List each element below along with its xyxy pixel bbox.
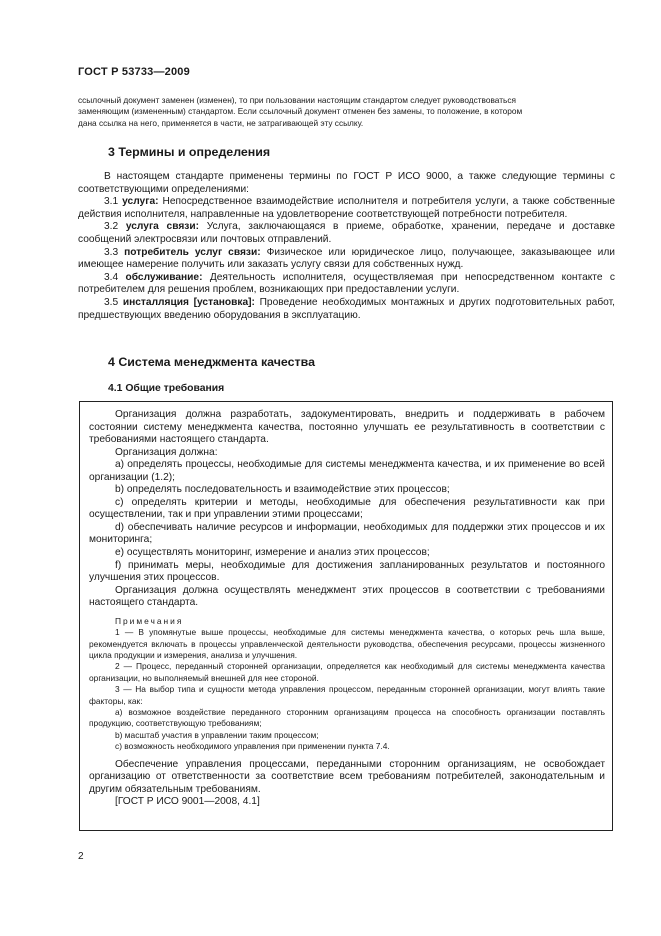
term-name: потребитель услуг связи: — [124, 246, 267, 258]
box-list-item: b) определять последовательность и взаимодействие этих процессов; — [115, 484, 450, 496]
intro-line: заменяющим (измененным) стандартом. Если ссылочный документ отменен без замены, то положение, в котором — [78, 106, 523, 117]
box-paragraph: Организация должна осуществлять менеджмент этих процессов в соответствии с требованиями настоящего стандарта. — [89, 584, 605, 609]
term-3-3 — [78, 247, 615, 272]
page-number: 2 — [78, 851, 84, 862]
box-list-item: e) осуществлять мониторинг, измерение и анализ этих процессов; — [115, 547, 430, 559]
intro-paragraph — [78, 95, 615, 129]
term-name: услуга: — [122, 196, 163, 208]
note-item: a) возможное воздействие переданного сторонним организациям процесса на способность организации поставлять продукцию, соответствующую требованиям; — [89, 707, 605, 729]
section-4-heading: 4 Система менеджмента качества — [108, 355, 315, 369]
term-name: обслуживание: — [125, 271, 210, 283]
box-list-item: d) обеспечивать наличие ресурсов и информации, необходимых для поддержки этих процессов и их мониторинга; — [89, 521, 605, 546]
reference: [ГОСТ Р ИСО 9001—2008, 4.1] — [115, 796, 260, 808]
term-name: инсталляция [установка]: — [122, 296, 260, 308]
term-number: 3.1 — [104, 196, 123, 208]
term-definition: Физическое или юридическое лицо, получающее, заказывающее или имеющее намерение получить или заказать услугу связи для собственных нужд. — [78, 246, 615, 271]
box-paragraph: Обеспечение управления процессами, переданными сторонним организациям, не освобождает организацию от ответственности за соответствие всем требованиям потребителей, законодательным и другим обязательным требованиям. — [89, 758, 605, 795]
note-item: b) масштаб участия в управлении таким процессом; — [115, 729, 319, 740]
box-list-item: a) определять процессы, необходимые для системы менеджмента качества, и их применение во всей организации (1.2); — [89, 459, 605, 483]
section-4-1-heading: 4.1 Общие требования — [108, 383, 225, 394]
term-definition: Услуга, заключающаяся в приеме, обработке, хранении, передаче и доставке сообщений электросвязи или почтовых отправлений. — [78, 221, 615, 245]
term-name: услуга связи: — [125, 221, 207, 233]
box-paragraph: Организация должна разработать, задокументировать, внедрить и поддерживать в рабочем состоянии систему менеджмента качества, постоянно улучшать ее результативность в соответствии с требованиями настоящего стандарта. — [89, 409, 605, 446]
note-item: c) возможность необходимого управления при применении пункта 7.4. — [115, 741, 390, 752]
term-3-5 — [78, 297, 615, 322]
term-definition: Непосредственное взаимодействие исполнителя и потребителя услуги, а также собственные действия исполнителя, направленные на удовлетворение соответствующей потребности потребителя. — [78, 196, 615, 220]
intro-line: дана ссылка на него, применяется в части, не затрагивающей эту ссылку. — [78, 117, 364, 128]
box-list-item: c) определять критерии и методы, необходимые для обеспечения результативности как при осуществлении, так и при управлении этими процессами; — [89, 496, 605, 521]
term-number: 3.5 — [104, 296, 123, 308]
intro-line: ссылочный документ заменен (изменен), то при пользовании настоящим стандартом следует руководствоваться — [78, 95, 516, 105]
term-definition: Деятельность исполнителя, осуществляемая при непосредственном контакте с потребителем для решения проблем, возникающих при предоставлении услуги. — [78, 271, 615, 296]
term-number: 3.4 — [104, 271, 126, 283]
note-item: 3 — На выбор типа и сущности метода управления процессом, переданным сторонней организации, могут влиять такие факторы, как: — [89, 684, 605, 706]
section-3-lead: В настоящем стандарте применены термины по ГОСТ Р ИСО 9000, а также следующие термины с соответствующими определениями: — [78, 171, 615, 195]
box-paragraph: Организация должна: — [115, 446, 218, 458]
term-number: 3.3 — [104, 246, 125, 258]
note-item: 1 — В упомянутые выше процессы, необходимые для системы менеджмента качества, о которых речь шла выше, рекомендуется включать в процессы управленческой деятельности руководства, обеспечения ресурсами, процессы жизненного цикла продукции и измерения, анализа и улучшения. — [89, 627, 605, 660]
section-3-heading: 3 Термины и определения — [108, 145, 271, 159]
quoted-requirements-box — [79, 401, 613, 831]
note-item: 2 — Процесс, переданный сторонней организации, определяется как необходимый для системы менеджмента качества организации, но выполняемый внешней для нее стороной. — [89, 661, 605, 683]
term-3-2 — [78, 221, 615, 246]
term-number: 3.2 — [104, 221, 126, 233]
section-3-body — [78, 171, 615, 322]
term-3-4 — [78, 272, 615, 297]
notes-title: Примечания — [115, 615, 184, 626]
term-definition: Проведение необходимых монтажных и других подготовительных работ, предшествующих введению оборудования в эксплуатацию. — [78, 296, 615, 321]
document-code: ГОСТ Р 53733—2009 — [78, 66, 190, 78]
term-3-1 — [78, 196, 615, 221]
box-list-item: f) принимать меры, необходимые для достижения запланированных результатов и постоянного улучшения этих процессов. — [89, 559, 605, 584]
